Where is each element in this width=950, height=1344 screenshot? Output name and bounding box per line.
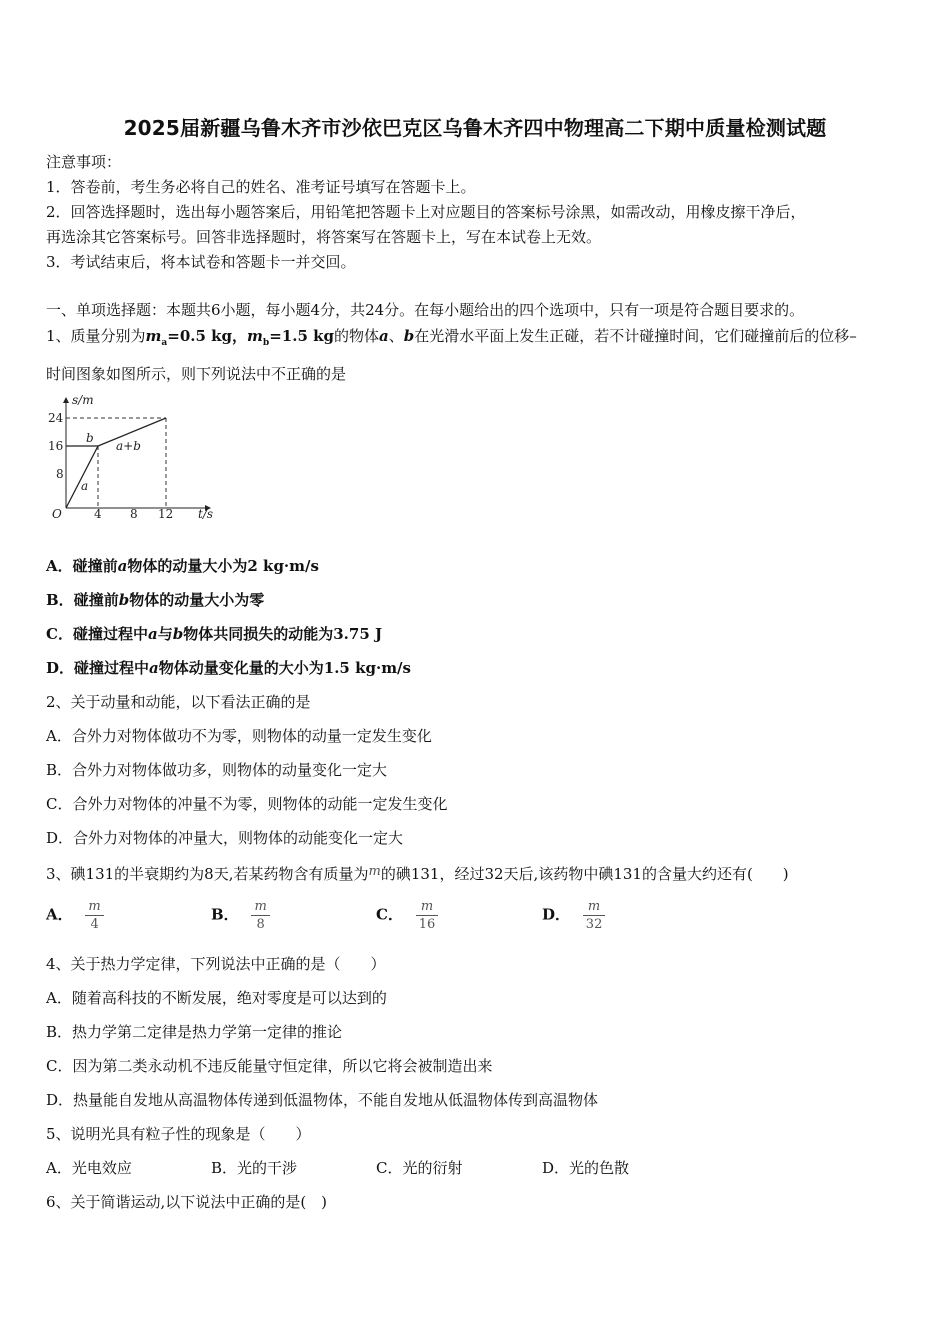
q5-option-b: B．光的干涉 <box>211 1159 298 1177</box>
graph-label-b: b <box>86 431 94 445</box>
q1-graph <box>44 392 219 526</box>
graph-x-tick-8: 8 <box>130 507 138 521</box>
q3-option-a: A． $\frac{m}{4}$ <box>46 898 104 933</box>
notice-heading: 注意事项： <box>46 153 122 171</box>
q1-option-b: B．碰撞前b物体的动量大小为零 <box>46 591 265 609</box>
graph-x-tick-4: 4 <box>94 507 102 521</box>
graph-y-tick-8: 8 <box>56 467 64 481</box>
q4-option-d: D．热量能自发地从高温物体传递到低温物体，不能自发地从低温物体传到高温物体 <box>46 1091 599 1109</box>
q3-option-d: D． $\frac{m}{32}$ <box>542 898 605 933</box>
page-title: 2025届新疆乌鲁木齐市沙依巴克区乌鲁木齐四中物理高二下期中质量检测试题 <box>123 116 827 140</box>
q2-option-c: C．合外力对物体的冲量不为零，则物体的动能一定发生变化 <box>46 795 448 813</box>
graph-label-ab: a+b <box>116 439 141 453</box>
graph-label-a: a <box>81 479 89 493</box>
q2-option-a: A．合外力对物体做功不为零，则物体的动量一定发生变化 <box>46 727 432 745</box>
section-heading: 一、单项选择题：本题共6小题，每小题4分，共24分。在每小题给出的四个选项中，只有一项是符合题目要求的。 <box>46 301 805 319</box>
q3-stem: 3、碘131的半衰期约为8天,若某药物含有质量为m的碘131，经过32天后,该药物中碘131的含量大约还有( ) <box>46 864 789 883</box>
graph-line-a <box>66 446 98 508</box>
q5-stem: 5、说明光具有粒子性的现象是（ ） <box>46 1125 311 1143</box>
notice-item-2-cont: 再选涂其它答案标号。回答非选择题时，将答案写在答题卡上，写在本试卷上无效。 <box>46 228 602 246</box>
graph-x-tick-12: 12 <box>158 507 174 521</box>
q2-stem: 2、关于动量和动能，以下看法正确的是 <box>46 693 311 711</box>
q3-option-c: C． $\frac{m}{16}$ <box>376 898 438 933</box>
q4-option-b: B．热力学第二定律是热力学第一定律的推论 <box>46 1023 343 1041</box>
notice-item-2: 2．回答选择题时，选出每小题答案后，用铅笔把答题卡上对应题目的答案标号涂黑，如需改动，用橡皮擦干净后， <box>46 203 806 221</box>
q1-option-a: A．碰撞前a物体的动量大小为2 kg·m/s <box>46 557 319 575</box>
q1-stem-line1: 1、质量分别为$m_a=0.5$ kg，$m_b=1.5$ kg的物体a、b在光滑水平面上发生正碰，若不计碰撞时间，它们碰撞前后的位移– <box>46 327 857 348</box>
notice-item-3: 3．考试结束后，将本试卷和答题卡一并交回。 <box>46 253 356 271</box>
graph-x-label: t/s <box>198 507 214 521</box>
q3-option-b: B． $\frac{m}{8}$ <box>211 898 270 933</box>
q4-option-a: A．随着高科技的不断发展，绝对零度是可以达到的 <box>46 989 387 1007</box>
graph-origin: O <box>52 507 62 521</box>
q5-option-d: D．光的色散 <box>542 1159 630 1177</box>
q5-option-c: C．光的衍射 <box>376 1159 463 1177</box>
q5-option-a: A．光电效应 <box>46 1159 132 1177</box>
graph-y-tick-24: 24 <box>48 411 64 425</box>
q1-option-d: D．碰撞过程中a物体动量变化量的大小为1.5 kg·m/s <box>46 659 411 677</box>
q2-option-d: D．合外力对物体的冲量大，则物体的动能变化一定大 <box>46 829 404 847</box>
notice-item-1: 1．答卷前，考生务必将自己的姓名、准考证号填写在答题卡上。 <box>46 178 476 196</box>
q2-option-b: B．合外力对物体做功多，则物体的动量变化一定大 <box>46 761 388 779</box>
q1-option-c: C．碰撞过程中a与b物体共同损失的动能为3.75 J <box>46 625 383 643</box>
graph-y-label: s/m <box>72 393 94 407</box>
graph-y-tick-16: 16 <box>48 439 64 453</box>
q4-option-c: C．因为第二类永动机不违反能量守恒定律，所以它将会被制造出来 <box>46 1057 493 1075</box>
q1-stem-line2: 时间图象如图所示，则下列说法中不正确的是 <box>46 365 347 383</box>
q4-stem: 4、关于热力学定律，下列说法中正确的是（ ） <box>46 955 386 973</box>
q6-stem: 6、关于简谐运动,以下说法中正确的是( ) <box>46 1193 328 1211</box>
